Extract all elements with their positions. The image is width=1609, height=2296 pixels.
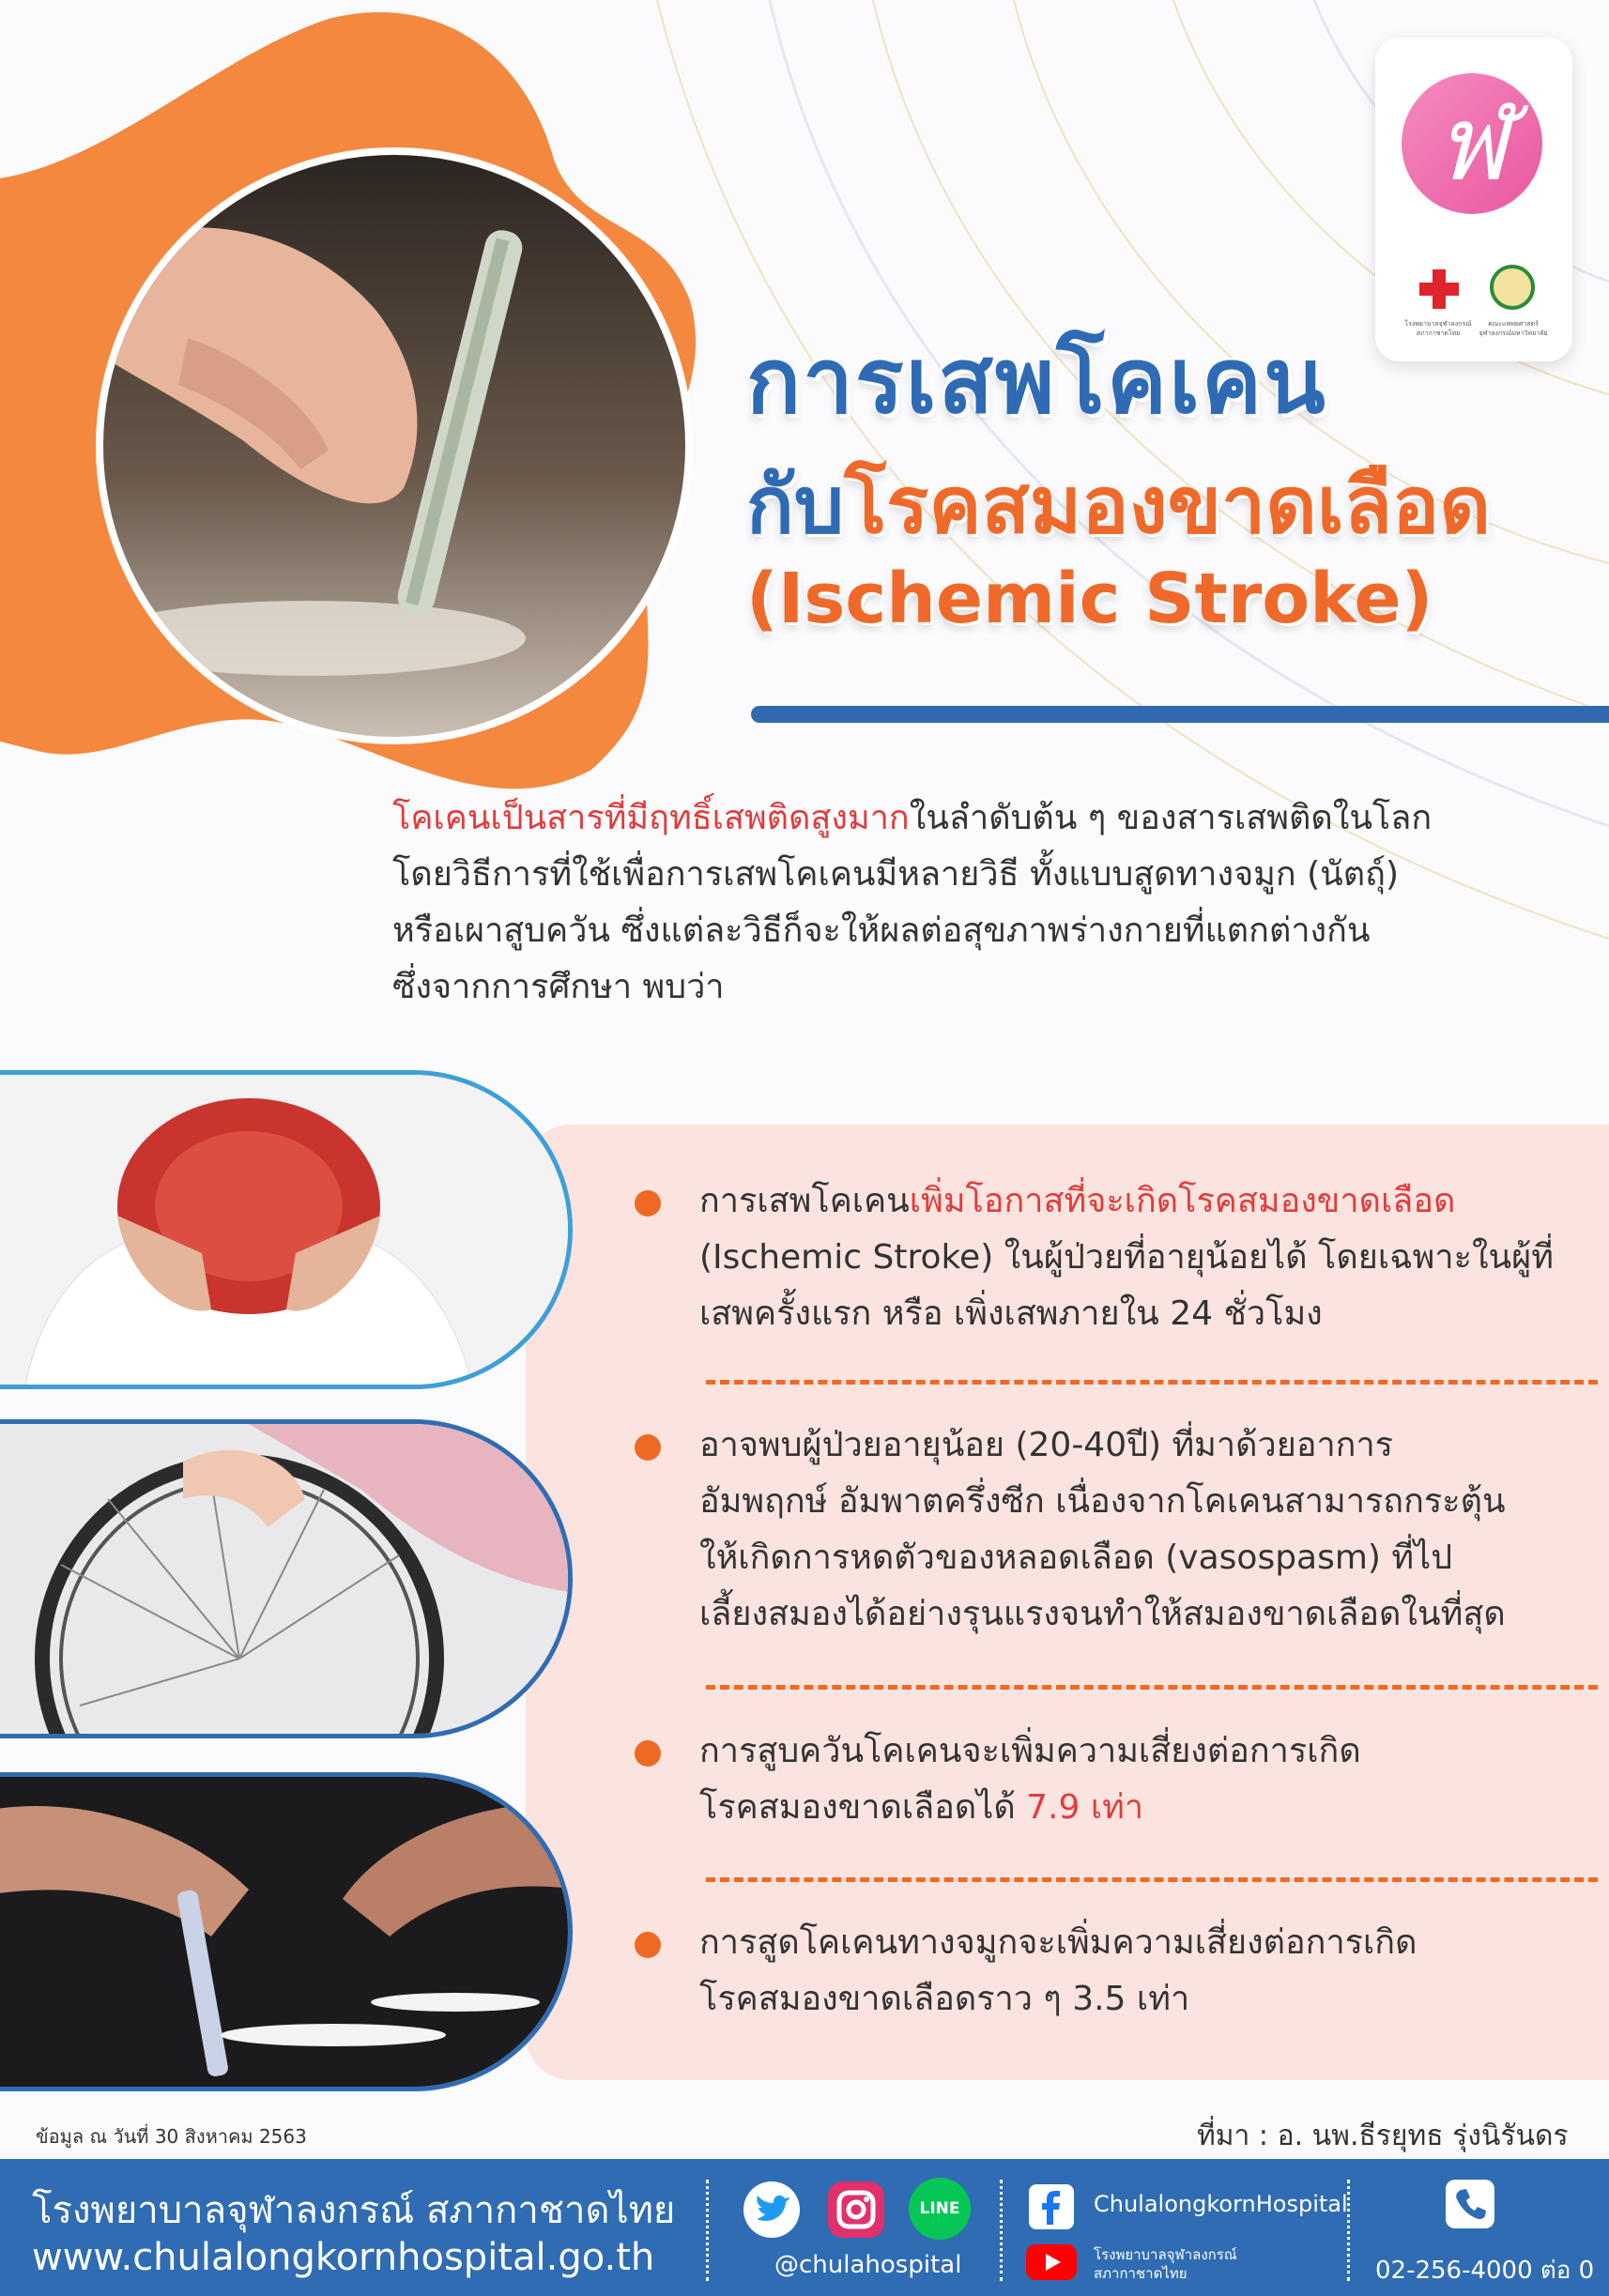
divider-3 xyxy=(706,1877,1598,1882)
footer-website-link[interactable]: www.chulalongkornhospital.go.th xyxy=(32,2236,655,2279)
facebook-link[interactable]: ChulalongkornHospital xyxy=(1094,2191,1348,2217)
footer-phone[interactable]: 02-256-4000 ต่อ 0 xyxy=(1375,2257,1595,2285)
finding-2-line-3: ให้เกิดการหดตัวของหลอดเลือด (vasospasm) ที่ไป xyxy=(699,1538,1453,1577)
finding-2-line-2: อัมพฤกษ์ อัมพาตครึ่งซีก เนื่องจากโคเคนสามารถกระตุ้น xyxy=(699,1482,1506,1521)
finding-4-line-1: การสูดโคเคนทางจมูกจะเพิ่มความเสี่ยงต่อการเกิด xyxy=(699,1923,1417,1962)
finding-4 xyxy=(699,1915,1572,2028)
bullet-1 xyxy=(635,1190,661,1217)
title-line-2 xyxy=(746,441,1491,567)
data-date-note: ข้อมูล ณ วันที่ 30 สิงหาคม 2563 xyxy=(36,2125,307,2148)
bullet-3 xyxy=(635,1740,661,1767)
title-line-1: การเสพโคเคน xyxy=(746,329,1327,434)
twitter-icon[interactable] xyxy=(742,2180,802,2240)
intro-line-4: ซึ่งจากการศึกษา พบว่า xyxy=(392,968,725,1006)
finding-2 xyxy=(699,1417,1572,1643)
instagram-icon[interactable] xyxy=(826,2180,886,2240)
hospital-logo: ฬ xyxy=(1402,73,1542,214)
finding-3-line-1: การสูบควันโคเคนจะเพิ่มความเสี่ยงต่อการเกิด xyxy=(699,1732,1361,1770)
finding-3-line-2: โรคสมองขาดเลือดได้ xyxy=(699,1788,1027,1827)
title-underline-bar xyxy=(751,706,1609,723)
line-icon[interactable]: LINE xyxy=(909,2178,971,2240)
finding-3 xyxy=(699,1723,1572,1836)
youtube-icon[interactable] xyxy=(1025,2243,1078,2281)
intro-line-1: ในลำดับต้น ๆ ของสารเสพติดในโลก xyxy=(909,799,1433,837)
intro-paragraph xyxy=(392,790,1575,1016)
finding-1-highlight: เพิ่มโอกาสที่จะเกิดโรคสมองขาดเลือด xyxy=(909,1182,1456,1220)
finding-3-highlight: 7.9 เท่า xyxy=(1026,1788,1144,1827)
divider-2 xyxy=(706,1685,1598,1690)
title-highlight: โรคสมองขาดเลือด xyxy=(844,459,1492,551)
footer-bar xyxy=(0,2159,1609,2296)
footer-separator-3 xyxy=(1347,2180,1350,2281)
finding-1-prefix: การเสพโคเคน xyxy=(699,1182,910,1220)
intro-highlight: โคเคนเป็นสารที่มีฤทธิ์เสพติดสูงมาก xyxy=(392,799,910,837)
photo-snorting xyxy=(0,1772,573,2091)
footer-separator-2 xyxy=(1000,2180,1003,2281)
youtube-link[interactable]: โรงพยาบาลจุฬาลงกรณ์ สภากาชาดไทย xyxy=(1094,2246,1237,2282)
finding-1-line-3: เสพครั้งแรก หรือ เพิ่งเสพภายใน 24 ชั่วโมง xyxy=(699,1294,1323,1333)
photo-wheelchair xyxy=(0,1419,573,1738)
photo-headache xyxy=(0,1070,573,1389)
university-seal-icon xyxy=(1490,265,1535,310)
finding-4-line-2: โรคสมองขาดเลือดราว ๆ 3.5 เท่า xyxy=(699,1980,1190,2018)
footer-separator-1 xyxy=(706,2180,709,2281)
finding-1-line-2: (Ischemic Stroke) ในผู้ป่วยที่อายุน้อยได้ โดยเฉพาะในผู้ที่ xyxy=(699,1238,1554,1277)
logo-caption-right: คณะแพทยศาสตร์ จุฬาลงกรณ์มหาวิทยาลัย xyxy=(1479,320,1548,337)
finding-1 xyxy=(699,1173,1572,1342)
footer-hospital-name: โรงพยาบาลจุฬาลงกรณ์ สภากาชาดไทย xyxy=(32,2189,676,2232)
logo-caption-left: โรงพยาบาลจุฬาลงกรณ์ สภากาชาดไทย xyxy=(1404,320,1472,337)
footer-social-handle[interactable]: @chulahospital xyxy=(774,2251,962,2279)
intro-line-3: หรือเผาสูบควัน ซึ่งแต่ละวิธีก็จะให้ผลต่อสุขภาพร่างกายที่แตกต่างกัน xyxy=(392,911,1371,950)
finding-2-line-4: เลี้ยงสมองได้อย่างรุนแรงจนทำให้สมองขาดเลือดในที่สุด xyxy=(699,1595,1506,1633)
bullet-4 xyxy=(635,1932,661,1958)
red-cross-icon xyxy=(1417,268,1461,311)
logo-card xyxy=(1375,38,1572,361)
bullet-2 xyxy=(635,1434,661,1461)
hero-illustration xyxy=(0,0,713,845)
divider-1 xyxy=(706,1380,1598,1385)
source-credit: ที่มา : อ. นพ.ธีรยุทธ รุ่งนิรันดร xyxy=(1197,2120,1569,2152)
phone-icon[interactable] xyxy=(1444,2178,1496,2230)
facebook-icon[interactable] xyxy=(1028,2183,1075,2230)
intro-line-2: โดยวิธีการที่ใช้เพื่อการเสพโคเคนมีหลายวิธี ทั้งแบบสูดทางจมูก (นัตถุ์) xyxy=(392,855,1400,894)
finding-2-line-1: อาจพบผู้ป่วยอายุน้อย (20-40ปี) ที่มาด้วยอาการ xyxy=(699,1426,1394,1464)
title-line-3: (Ischemic Stroke) xyxy=(746,559,1433,639)
title-prefix: กับ xyxy=(746,459,845,551)
